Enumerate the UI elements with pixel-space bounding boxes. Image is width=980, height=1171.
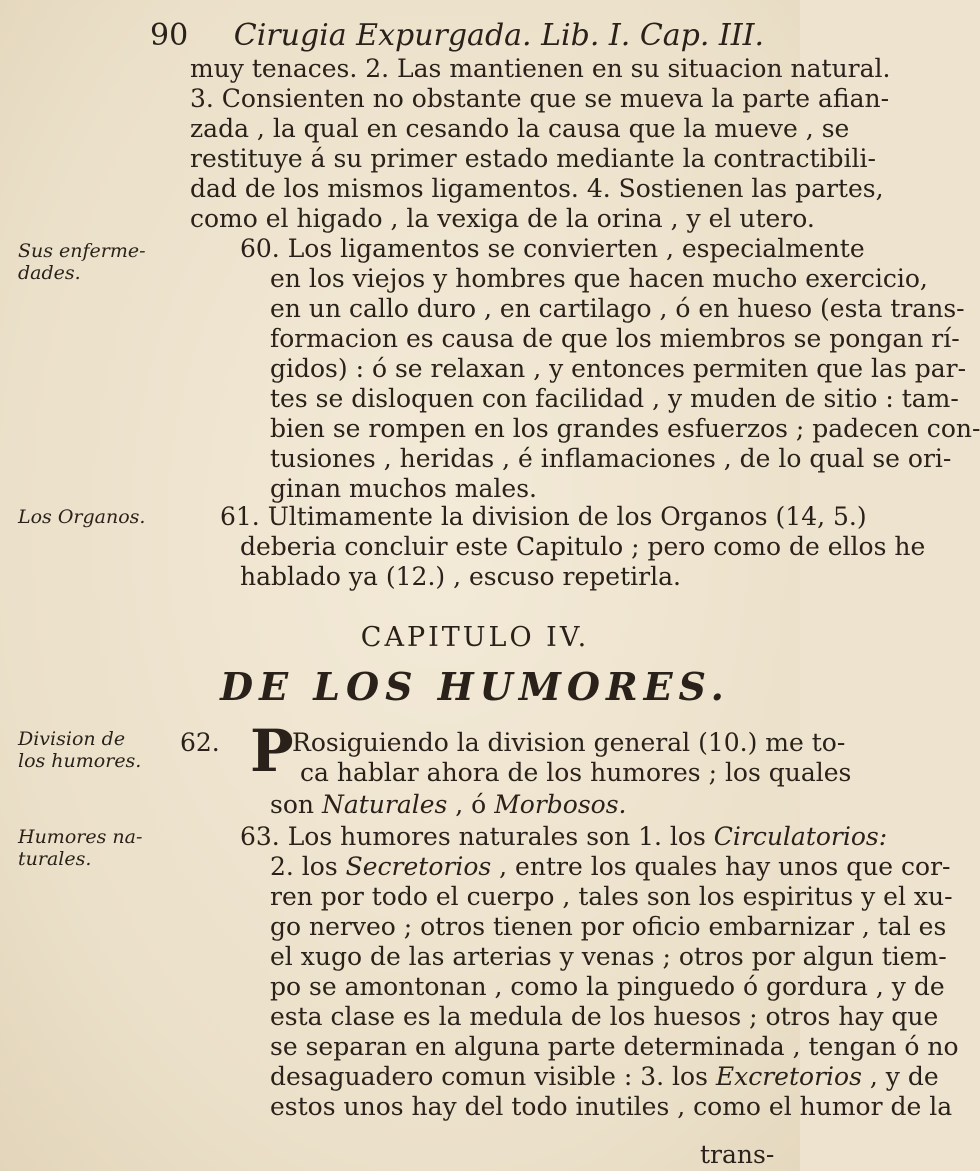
margin-note-line: turales. [18, 848, 92, 870]
chapter-heading: CAPITULO IV. [360, 622, 590, 653]
text-line: po se amontonan , como la pinguedo ó gordura , y de [270, 972, 945, 1001]
margin-note-line: dades. [18, 262, 81, 284]
text-line [270, 790, 760, 820]
text-span-italic: Secretorios [345, 852, 492, 881]
chapter-subheading: DE LOS HUMORES. [220, 664, 730, 709]
text-line: ren por todo el cuerpo , tales son los espiritus y el xu- [270, 882, 953, 911]
text-line: zada , la qual en cesando la causa que la mueve , se [190, 114, 850, 143]
margin-note-line: Sus enferme- [18, 240, 146, 262]
paragraph-number: 62. [180, 728, 220, 757]
text-line: muy tenaces. 2. Las mantienen en su situacion natural. [190, 54, 891, 83]
text-line: hablado ya (12.) , escuso repetirla. [240, 562, 681, 591]
catchword: trans- [700, 1140, 775, 1169]
text-line: Rosiguiendo la division general (10.) me to- [292, 728, 846, 757]
text-line: deberia concluir este Capitulo ; pero como de ellos he [240, 532, 926, 561]
text-line: bien se rompen en los grandes esfuerzos ; padecen con- [270, 414, 980, 443]
text-line: ca hablar ahora de los humores ; los quales [300, 758, 852, 787]
text-line: gidos) : ó se relaxan , y entonces permiten que las par- [270, 354, 967, 383]
margin-note-line: Humores na- [18, 826, 143, 848]
text-span: , entre los quales hay unos que cor- [491, 852, 951, 881]
text-span-italic: Morbosos. [494, 790, 627, 819]
running-header [150, 18, 765, 54]
text-line: el xugo de las arterias y venas ; otros por algun tiem- [270, 942, 947, 971]
running-title: Cirugia Expurgada. Lib. I. Cap. III. [233, 18, 765, 53]
text-span: 2. los [270, 852, 346, 881]
page-number: 90 [150, 18, 189, 53]
text-line: esta clase es la medula de los huesos ; otros hay que [270, 1002, 939, 1031]
text-span: , ó [447, 790, 495, 819]
margin-note-los-organos: Los Organos. [18, 506, 146, 528]
text-line: restituye á su primer estado mediante la contractibili- [190, 144, 876, 173]
text-line: 60. Los ligamentos se convierten , especialmente [240, 234, 865, 263]
margin-note-humores-naturales [18, 826, 158, 870]
text-span-italic: Naturales [321, 790, 448, 819]
text-span: , y de [861, 1062, 939, 1091]
text-line [270, 852, 951, 882]
text-line: 3. Consienten no obstante que se mueva la parte afian- [190, 84, 890, 113]
text-span: son [270, 790, 322, 819]
text-line: estos unos hay del todo inutiles , como el humor de la [270, 1092, 953, 1121]
margin-note-line: los humores. [18, 750, 142, 772]
text-line: tes se disloquen con facilidad , y muden de sitio : tam- [270, 384, 959, 413]
margin-note-line: Division de [18, 728, 126, 750]
text-line [270, 1062, 939, 1092]
text-line: en los viejos y hombres que hacen mucho exercicio, [270, 264, 928, 293]
margin-note-division-humores [18, 728, 158, 772]
text-span: 63. Los humores naturales son 1. los [240, 822, 714, 851]
text-line: formacion es causa de que los miembros se pongan rí- [270, 324, 960, 353]
text-line: como el higado , la vexiga de la orina , y el utero. [190, 204, 815, 233]
text-line: dad de los mismos ligamentos. 4. Sostienen las partes, [190, 174, 884, 203]
text-span-italic: Excretorios [715, 1062, 862, 1091]
text-line: se separan en alguna parte determinada , tengan ó no [270, 1032, 959, 1061]
text-line: en un callo duro , en cartilago , ó en hueso (esta trans- [270, 294, 965, 323]
text-line: tusiones , heridas , é inflamaciones , de lo qual se ori- [270, 444, 952, 473]
text-line [240, 822, 888, 852]
margin-note-sus-enfermedades [18, 240, 158, 284]
text-line: 61. Ultimamente la division de los Organos (14, 5.) [220, 502, 867, 531]
text-line: ginan muchos males. [270, 474, 537, 503]
text-line: go nerveo ; otros tienen por oficio embarnizar , tal es [270, 912, 947, 941]
text-span: desaguadero comun visible : 3. los [270, 1062, 716, 1091]
text-span-italic: Circulatorios: [713, 822, 888, 851]
drop-cap: P [250, 717, 294, 785]
